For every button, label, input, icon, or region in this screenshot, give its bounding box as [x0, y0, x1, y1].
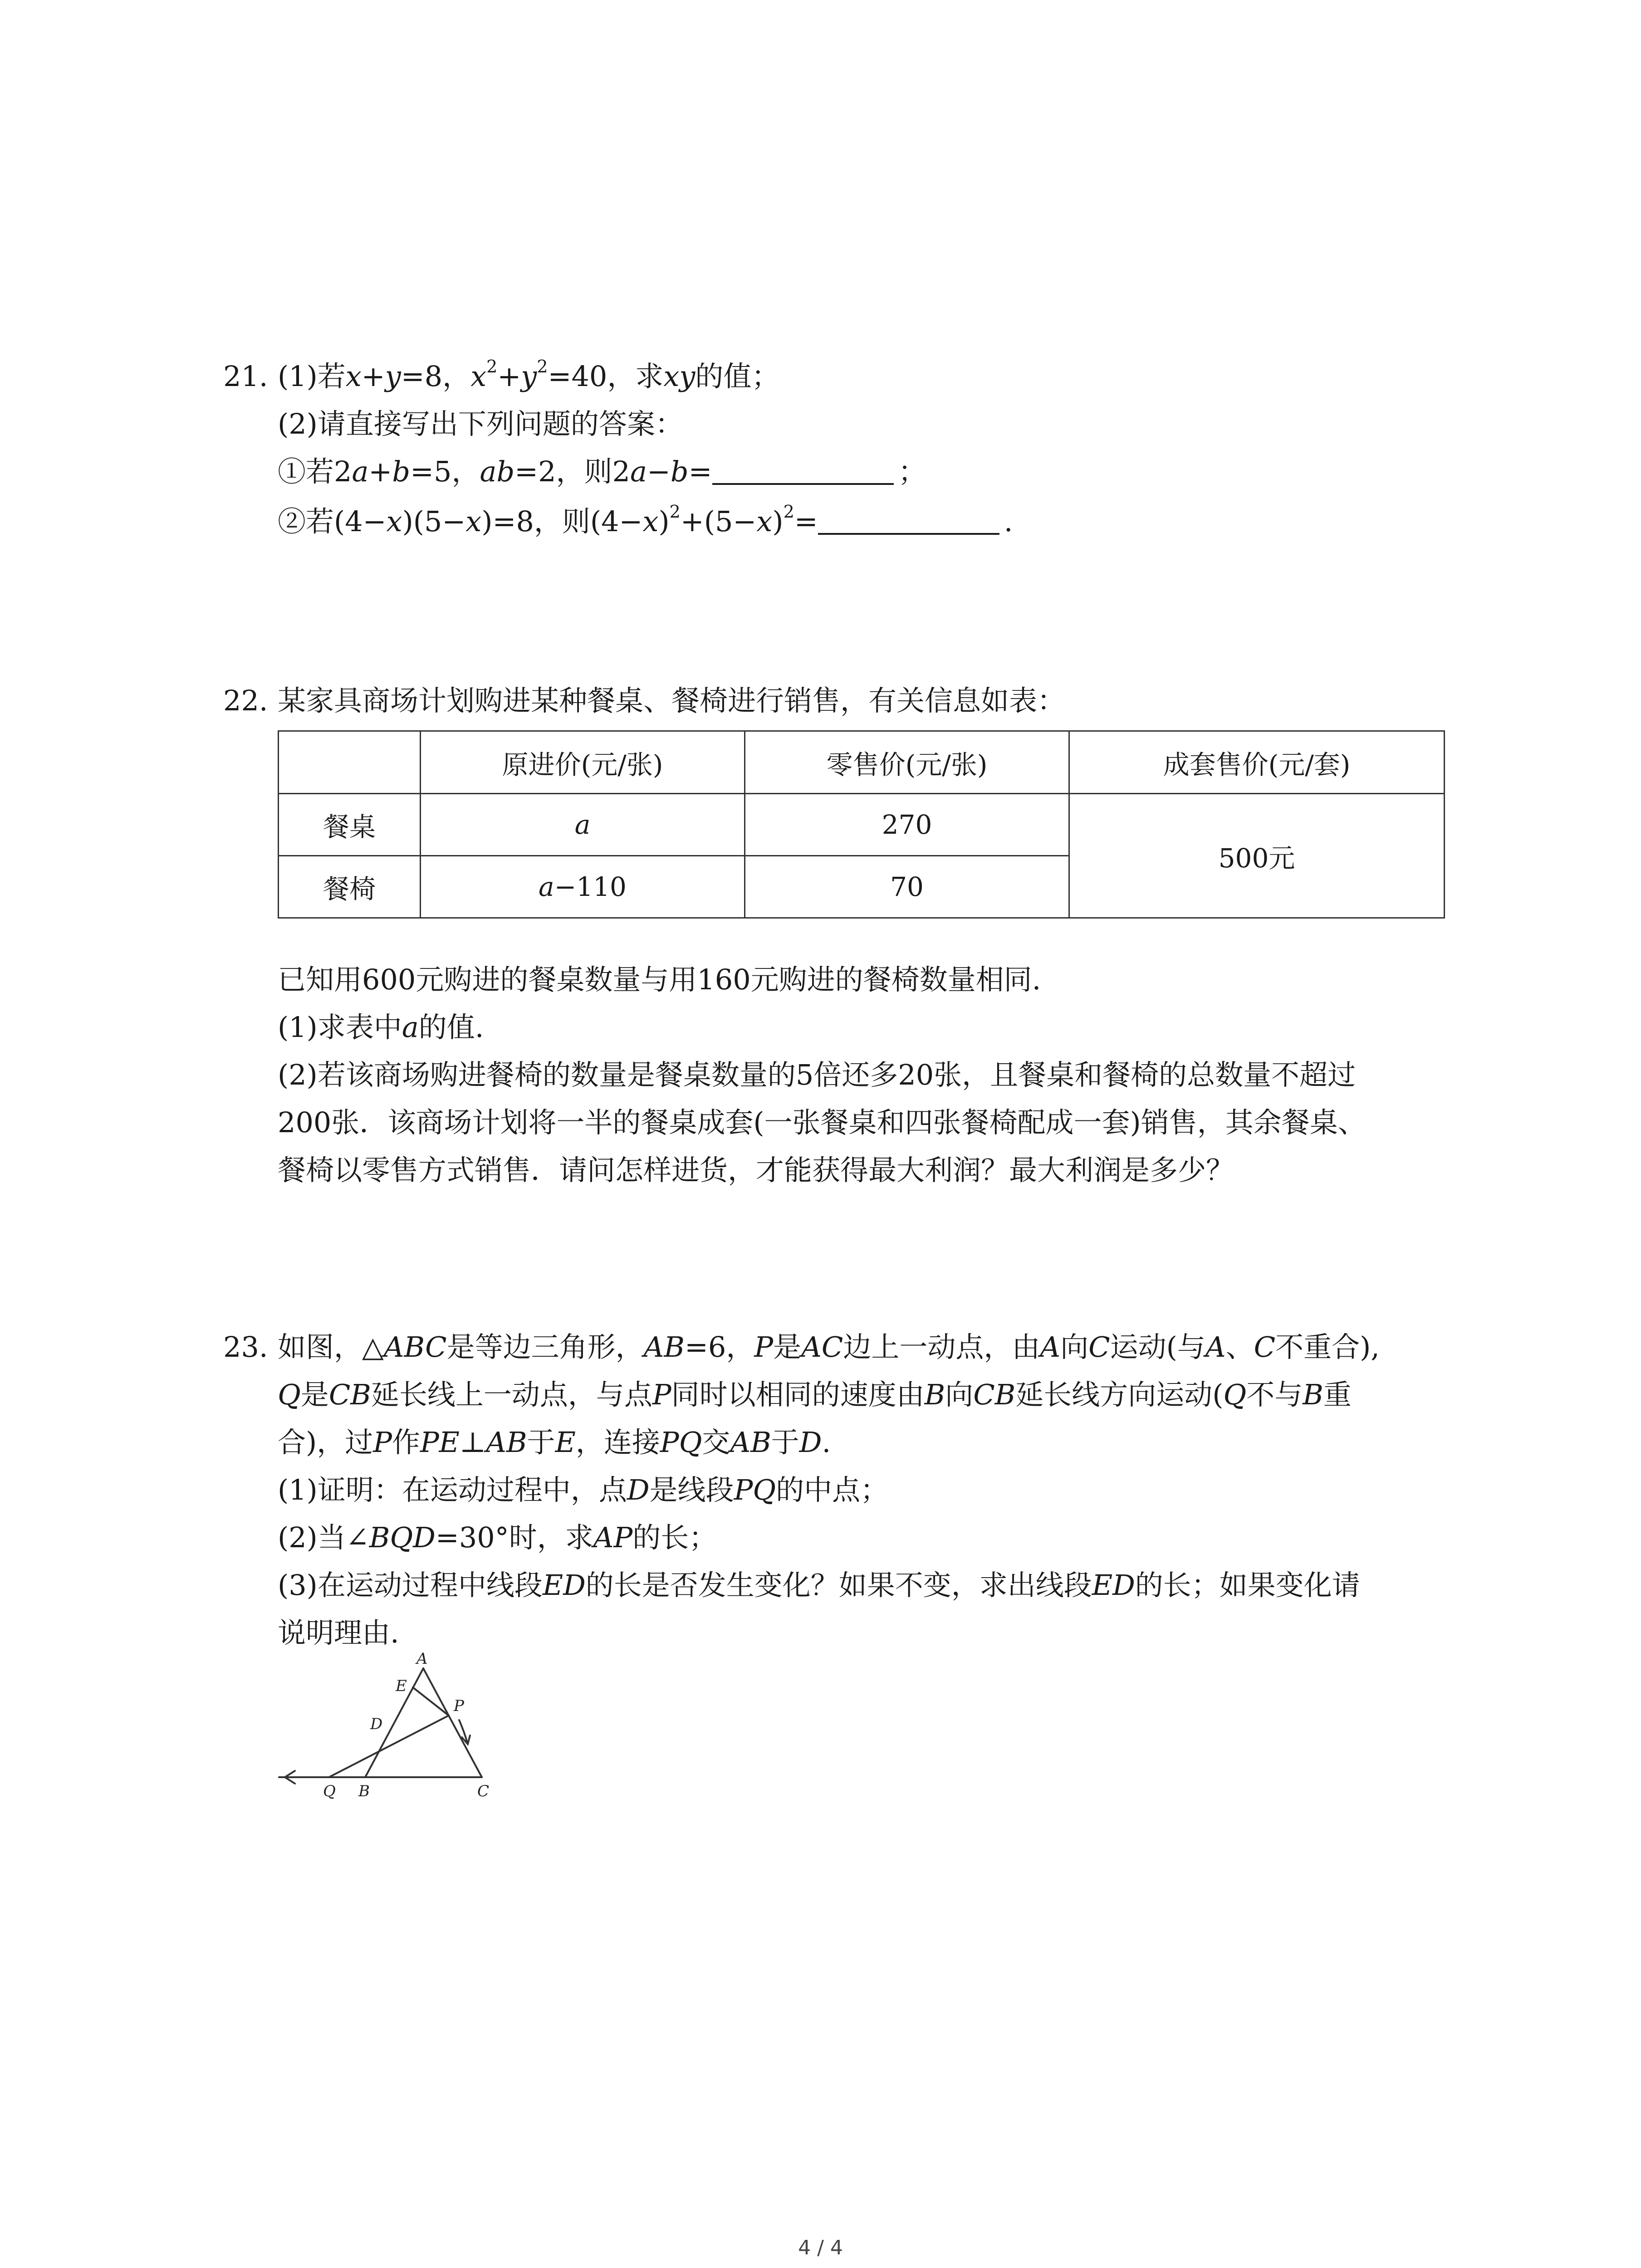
label-c: C: [477, 1782, 490, 1800]
table-row-chair-retail: 70: [745, 856, 1069, 918]
q23-line3: 合)，过P作PE⊥AB于E，连接PQ交AB于D.: [278, 1426, 831, 1459]
q22-part2-line3: 餐椅以零售方式销售．请问怎样进货，才能获得最大利润？最大利润是多少？: [278, 1154, 1234, 1187]
segment-pe: [413, 1687, 449, 1716]
table-header-retail: 零售价(元/张): [745, 731, 1069, 794]
q23-part1: (1)证明：在运动过程中，点D是线段PQ的中点；: [278, 1473, 889, 1506]
q23-part3-line1: (3)在运动过程中线段ED的长是否发生变化？如果不变，求出线段ED的长；如果变化请: [278, 1569, 1360, 1602]
label-p: P: [454, 1697, 464, 1715]
q21-number: 21.: [223, 360, 268, 393]
side-ac: [423, 1668, 482, 1777]
label-q: Q: [323, 1782, 336, 1800]
table-header-empty: [279, 731, 421, 794]
q23-number: 23.: [223, 1330, 268, 1364]
q23-part3-line2: 说明理由.: [278, 1616, 399, 1649]
q21-sub2-answer-blank[interactable]: [818, 508, 999, 535]
q22-intro: 某家具商场计划购进某种餐桌、餐椅进行销售，有关信息如表：: [278, 684, 1066, 717]
q22-info-table: [278, 730, 1445, 919]
q23-part2: (2)当∠BQD=30°时，求AP的长；: [278, 1521, 717, 1554]
table-row-table-retail: 270: [745, 794, 1069, 856]
q23-line1: 如图，△ABC是等边三角形，AB=6，P是AC边上一动点，由A向C运动(与A、C不重合),: [278, 1330, 1380, 1364]
table-set-price: 500元: [1069, 794, 1445, 918]
table-header-set: 成套售价(元/套): [1069, 731, 1445, 794]
table-row-table-cost: a: [421, 794, 745, 856]
q23-triangle-figure: [272, 1642, 508, 1805]
q23-line2: Q是CB延长线上一动点，与点P同时以相同的速度由B向CB延长线方向运动(Q不与B重: [278, 1378, 1352, 1411]
label-d: D: [370, 1715, 383, 1733]
table-header-cost: 原进价(元/张): [421, 731, 745, 794]
q22-part1: (1)求表中a的值.: [278, 1011, 484, 1044]
q22-given: 已知用600元购进的餐桌数量与用160元购进的餐椅数量相同.: [278, 963, 1041, 996]
label-a: A: [416, 1650, 428, 1668]
table-row-table-name: 餐桌: [279, 794, 421, 856]
page-number: 4 / 4: [798, 2236, 843, 2259]
label-e: E: [396, 1677, 407, 1695]
q21-part1: (1)若x+y=8，$x^2+y^2=40$，求xy的值；: [278, 357, 780, 393]
q21-part2: (2)请直接写出下列问题的答案：: [278, 407, 683, 440]
q21-sub1: ①若2a+b=5，ab=2，则2a−b= ；: [278, 455, 926, 488]
q22-part2-line1: (2)若该商场购进餐椅的数量是餐桌数量的5倍还多20张，且餐桌和餐椅的总数量不超过: [278, 1058, 1356, 1091]
label-b: B: [358, 1782, 370, 1800]
q21-sub1-answer-blank[interactable]: [712, 458, 894, 485]
segment-pq: [329, 1716, 449, 1777]
table-row-chair-cost: a−110: [421, 856, 745, 918]
q22-number: 22.: [223, 684, 268, 717]
table-row-chair-name: 餐椅: [279, 856, 421, 918]
q22-part2-line2: 200张．该商场计划将一半的餐桌成套(一张餐桌和四张餐椅配成一套)销售，其余餐桌、: [278, 1106, 1366, 1139]
q21-sub2: ②若(4−x)(5−x)=8，则$(4-x)^2+(5-x)^2=$ .: [278, 502, 1013, 538]
